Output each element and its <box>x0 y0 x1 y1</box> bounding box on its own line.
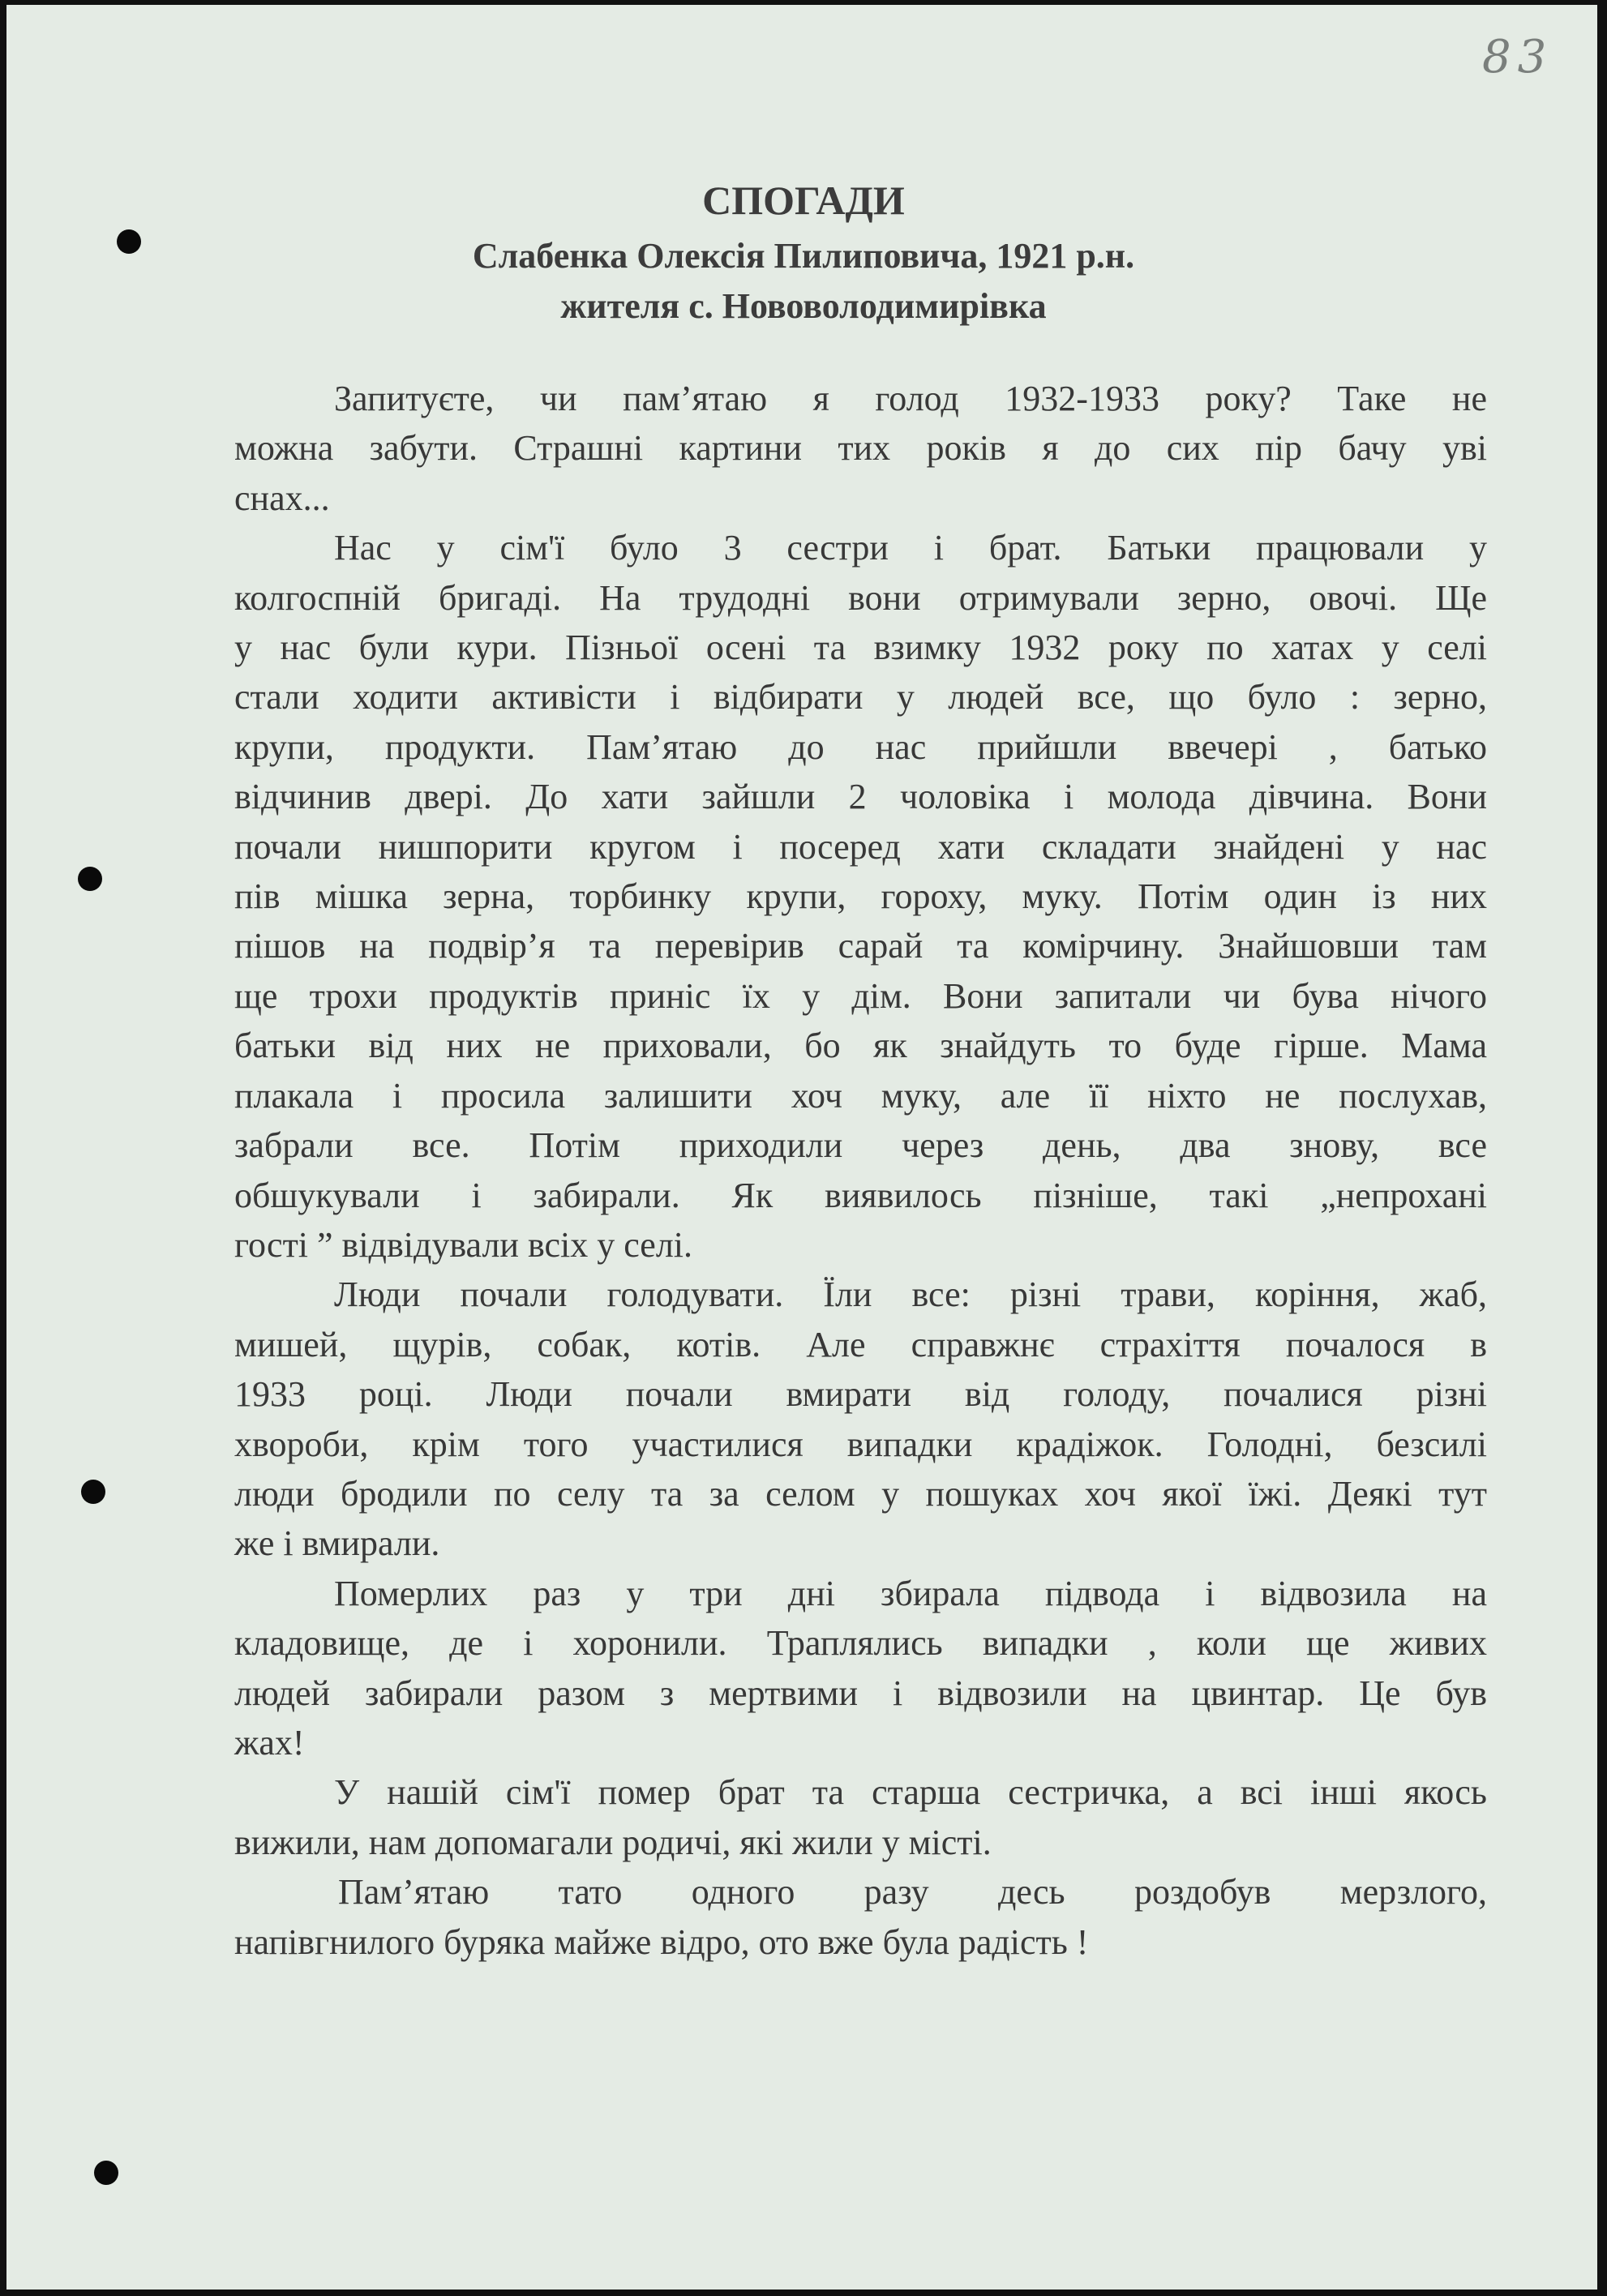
text-line: 1933 році. Люди почали вмирати від голоду, почалися різні <box>234 1374 1487 1415</box>
text-line: пішов на подвір’я та перевірив сарай та комірчину. Знайшовши там <box>234 926 1487 966</box>
handwritten-page-number: 83 <box>1482 31 1553 84</box>
text-line: людей забирали разом з мертвими і відвозили на цвинтар. Це був <box>234 1673 1487 1713</box>
text-line: Нас у сім'ї було 3 сестри і брат. Батьки працювали у <box>334 528 1487 568</box>
document-title: СПОГАДИ <box>702 178 905 223</box>
text-line: напівгнилого буряка майже відро, ото вже була радість ! <box>234 1921 1089 1962</box>
text-line: почали нишпорити кругом і посеред хати складати знайдені у нас <box>234 826 1487 867</box>
text-line: снах... <box>234 478 330 518</box>
memoir-body <box>234 374 1487 1967</box>
document-subtitle: Слабенка Олексія Пилиповича, 1921 р.н. <box>472 236 1135 276</box>
text-line: крупи, продукти. Пам’ятаю до нас прийшли ввечері , батько <box>234 726 1487 767</box>
text-line: відчинив двері. До хати зайшли 2 чоловіка і молода дівчина. Вони <box>234 777 1487 817</box>
text-line: пів мішка зерна, торбинку крупи, гороху, муку. Потім один із них <box>234 876 1487 917</box>
text-line: гості ” відвідували всіх у селі. <box>234 1224 692 1265</box>
text-line: забрали все. Потім приходили через день, два знову, все <box>234 1125 1487 1166</box>
text-line: мишей, щурів, собак, котів. Але справжнє страхіття почалося в <box>234 1324 1487 1364</box>
text-line: хвороби, крім того участилися випадки крадіжок. Голодні, безсилі <box>234 1424 1487 1464</box>
text-line: обшукували і забирали. Як виявилось пізніше, такі „непрохані <box>234 1175 1487 1215</box>
text-line: плакала і просила залишити хоч муку, але її ніхто не послухав, <box>234 1075 1487 1116</box>
text-line: Люди почали голодувати. Їли все: різні трави, коріння, жаб, <box>334 1274 1487 1315</box>
text-line: батьки від них не приховали, бо як знайдуть то буде гірше. Мама <box>234 1026 1487 1066</box>
text-line: вижили, нам допомагали родичі, які жили у місті. <box>234 1822 992 1862</box>
punch-hole <box>94 2161 118 2185</box>
text-line: стали ходити активісти і відбирати у людей все, що було : зерно, <box>234 677 1487 718</box>
punch-hole <box>78 867 102 891</box>
document-residence: жителя с. Нововолодимирівка <box>560 286 1047 326</box>
text-line: У нашій сім'ї помер брат та старша сестричка, а всі інші якось <box>334 1772 1487 1813</box>
text-line: Померлих раз у три дні збирала підвода і відвозила на <box>334 1573 1487 1613</box>
text-line: люди бродили по селу та за селом у пошуках хоч якої їжі. Деякі тут <box>234 1473 1487 1514</box>
text-line: же і вмирали. <box>234 1523 440 1564</box>
text-line: можна забути. Страшні картини тих років я до сих пір бачу уві <box>234 428 1487 469</box>
text-line: жах! <box>234 1722 305 1763</box>
text-line: у нас були кури. Пізньої осені та взимку 1932 року по хатах у селі <box>234 628 1487 668</box>
text-line: Пам’ятаю тато одного разу десь роздобув мерзлого, <box>338 1872 1487 1913</box>
text-line: ще трохи продуктів приніс їх у дім. Вони запитали чи бува нічого <box>234 975 1487 1016</box>
text-line: Запитуєте, чи пам’ятаю я голод 1932-1933 року? Таке не <box>334 379 1487 418</box>
text-line: колгоспній бригаді. На трудодні вони отримували зерно, овочі. Ще <box>234 577 1487 618</box>
punch-hole <box>81 1480 105 1504</box>
text-line: кладовище, де і хоронили. Траплялись випадки , коли ще живих <box>234 1623 1487 1664</box>
